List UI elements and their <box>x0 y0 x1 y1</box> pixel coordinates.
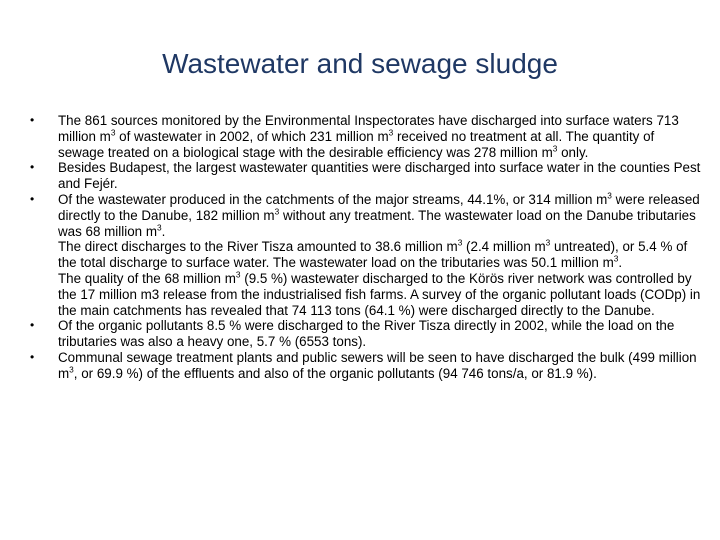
superscript: 3 <box>274 206 280 217</box>
bullet-paragraph <box>58 271 702 318</box>
text-run: Besides Budapest, the largest wastewater quantities were discharged into surface water in the counties Pest and Fejér. <box>58 160 701 192</box>
bullet-paragraph <box>58 239 702 271</box>
text-run: Of the wastewater produced in the catchments of the major streams, 44.1%, or 314 million m <box>58 191 608 207</box>
bullet-marker: • <box>30 113 35 127</box>
text-run: (9.5 %) wastewater discharged to the Körös river network was controlled by the 17 million m3 release from the industrialised fish farms. A survey of the organic pollutant loads (CODp) in the main catchments has revealed that 74 113 tons (64.1 %) were discharged directly to the Danube. <box>58 270 701 318</box>
superscript: 3 <box>552 143 558 154</box>
bullet-item <box>30 318 702 350</box>
bullet-paragraph <box>58 318 702 350</box>
text-run: Of the organic pollutants 8.5 % were discharged to the River Tisza directly in 2002, while the load on the tributaries was also a heavy one, 5.7 % (6553 tons). <box>58 318 675 350</box>
bullet-paragraph <box>58 192 702 239</box>
bullet-item <box>30 113 702 160</box>
bullet-marker: • <box>30 191 35 206</box>
text-run: The 861 sources monitored by the Environmental Inspectorates have discharged into surface waters 713 million m <box>58 113 679 144</box>
bullet-marker: • <box>30 349 35 364</box>
bullet-paragraph <box>58 113 702 160</box>
text-run: were released directly to the Danube, 182 million m <box>58 191 700 223</box>
text-run: received no treatment at all. The quantity of sewage treated on a biological stage with the desirable efficiency was 278 million m <box>58 128 655 160</box>
text-run: only. <box>557 144 589 160</box>
text-run: . <box>618 255 623 271</box>
text-run: untreated), or 5.4 % of the total discharge to surface water. The wastewater load on the tributaries was 50.1 million m <box>58 239 688 271</box>
superscript: 3 <box>156 222 162 233</box>
superscript: 3 <box>457 237 463 248</box>
text-run: . <box>161 223 166 239</box>
text-run: Communal sewage treatment plants and public sewers will be seen to have discharged the bulk (499 million m <box>58 349 697 381</box>
text-run: without any treatment. The wastewater load on the Danube tributaries was 68 million m <box>58 207 696 239</box>
bullet-list <box>30 113 702 382</box>
superscript: 3 <box>69 364 74 375</box>
bullet-marker: • <box>30 160 35 175</box>
slide-title: Wastewater and sewage sludge <box>162 48 558 79</box>
bullet-item <box>30 350 702 382</box>
superscript: 3 <box>235 269 241 280</box>
text-run: The quality of the 68 million m <box>58 270 236 286</box>
text-run: , or 69.9 %) of the effluents and also of the organic pollutants (94 746 tons/a, or 81.9 %). <box>73 365 597 381</box>
bullet-marker: • <box>30 318 35 333</box>
superscript: 3 <box>613 253 619 264</box>
text-run: of wastewater in 2002, of which 231 million m <box>115 128 389 144</box>
bullet-item <box>30 192 702 318</box>
text-run: The direct discharges to the River Tisza amounted to 38.6 million m <box>58 239 458 255</box>
bullet-paragraph <box>58 350 702 382</box>
bullet-item <box>30 160 702 192</box>
bullet-paragraph <box>58 160 702 192</box>
text-run: (2.4 million m <box>462 239 546 255</box>
superscript: 3 <box>545 237 551 248</box>
superscript: 3 <box>607 190 612 201</box>
superscript: 3 <box>110 127 116 138</box>
superscript: 3 <box>388 127 394 138</box>
